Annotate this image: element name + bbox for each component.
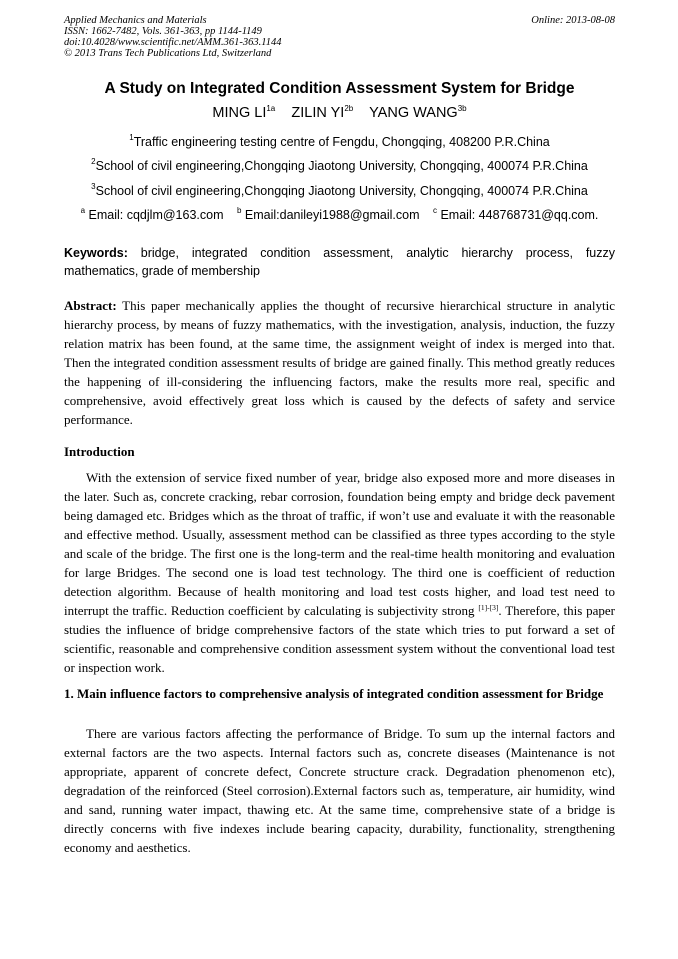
introduction-heading: Introduction [64,444,135,459]
author-sup: 1a [266,104,276,113]
author-sup: 3b [457,104,467,113]
author-name: MING LI [212,105,267,121]
email-address: Email: cqdjlm@163.com [88,208,224,222]
citation-marker: [1]-[3] [478,603,499,612]
affiliation-text: Traffic engineering testing centre of Fengdu, Chongqing, 408200 P.R.China [133,135,550,149]
author-name: YANG WANG [369,105,458,121]
affiliation [64,184,615,198]
abstract-text: This paper mechanically applies the thought of recursive hierarchical structure in analytic hierarchy process, by means of fuzzy mathematics, with the investigation, analysis, induction, the fuzzy relation matrix has been found, at the same time, the assignment weight of index is merged into that. Then the integrated condition assessment results of bridge are gained finally. This method greatly reduces the happening of ill-considering the influencing factors, make the results more real, specific and comprehensive, avoid effectively great loss which is caused by the defects of safety and service performance. [64,298,615,427]
keywords-paragraph [64,244,615,280]
email-address: Email:danileyi1988@gmail.com [244,208,420,222]
section-1-heading: 1. Main influence factors to comprehensive analysis of integrated condition assessment for Bridge [64,686,604,701]
journal-name: Applied Mechanics and Materials [64,15,207,26]
copyright-line: © 2013 Trans Tech Publications Ltd, Switzerland [64,48,272,59]
email-address: Email: 448768731@qq.com. [440,208,599,222]
email-list [64,208,615,222]
email-sup: c [432,206,437,215]
affiliation-num: 1 [129,133,134,142]
section-1-paragraph: There are various factors affecting the performance of Bridge. To sum up the internal factors and external factors are the two aspects. Internal factors such as, concrete diseases (Maintenance is not appropriate, apparent of concrete defect, Concrete structure crack. Degradation phenomenon etc), degradation of the reinforced (Steel corrosion).External factors such as, temperature, air humidity, wind and sand, running water impact, thawing etc. At the same time, comprehensive state of a bridge is directly concerns with five indexes include bearing capacity, durability, functionality, strengthening economy and aesthetics. [64,726,615,855]
doi-line: doi:10.4028/www.scientific.net/AMM.361-363.1144 [64,37,282,48]
keywords-label: Keywords: [64,246,128,260]
keywords-text: bridge, integrated condition assessment, analytic hierarchy process, fuzzy mathematics, grade of membership [64,246,615,278]
online-date: Online: 2013-08-08 [531,15,615,26]
introduction-paragraph [64,468,615,677]
abstract-label: Abstract: [64,298,117,313]
affiliation-num: 3 [91,182,96,191]
affiliation-num: 2 [91,157,96,166]
affiliation-text: School of civil engineering,Chongqing Jiaotong University, Chongqing, 400074 P.R.China [95,184,588,198]
author-list [64,105,615,121]
introduction-text-cont: . Therefore, this paper studies the influence of bridge comprehensive factors of the state which tries to put forward a set of scientific, reasonable and comprehensive condition assessment system without the conventional load test or inspection work. [64,603,616,675]
introduction-text: With the extension of service fixed number of year, bridge also exposed more and more diseases in the later. Such as, concrete cracking, rebar corrosion, foundation being empty and bridge deck pavement being damaged etc. Bridges which as the throat of traffic, if won’t use and evaluate it with the reasonable and effective method. Usually, assessment method can be classified as three types according to the style and scale of the bridge. The first one is the long-term and the real-time health monitoring and evaluation for large Bridges. The second one is load test technology. The third one is coefficient of reduction detection algorithm. Because of health monitoring and load test costs higher, and load test need to interrupt the traffic. Reduction coefficient by calculating is subjectivity strong [64,470,615,618]
journal-header [64,15,615,59]
issn-line: ISSN: 1662-7482, Vols. 361-363, pp 1144-1149 [64,26,262,37]
abstract-paragraph [64,296,615,429]
email-sup: a [80,206,86,215]
paper-title: A Study on Integrated Condition Assessment System for Bridge [104,80,575,97]
affiliation [64,159,615,173]
affiliation [64,135,615,149]
affiliation-text: School of civil engineering,Chongqing Jiaotong University, Chongqing, 400074 P.R.China [95,159,588,173]
author-name: ZILIN YI [291,105,345,121]
email-sup: b [236,206,242,215]
author-sup: 2b [344,104,354,113]
